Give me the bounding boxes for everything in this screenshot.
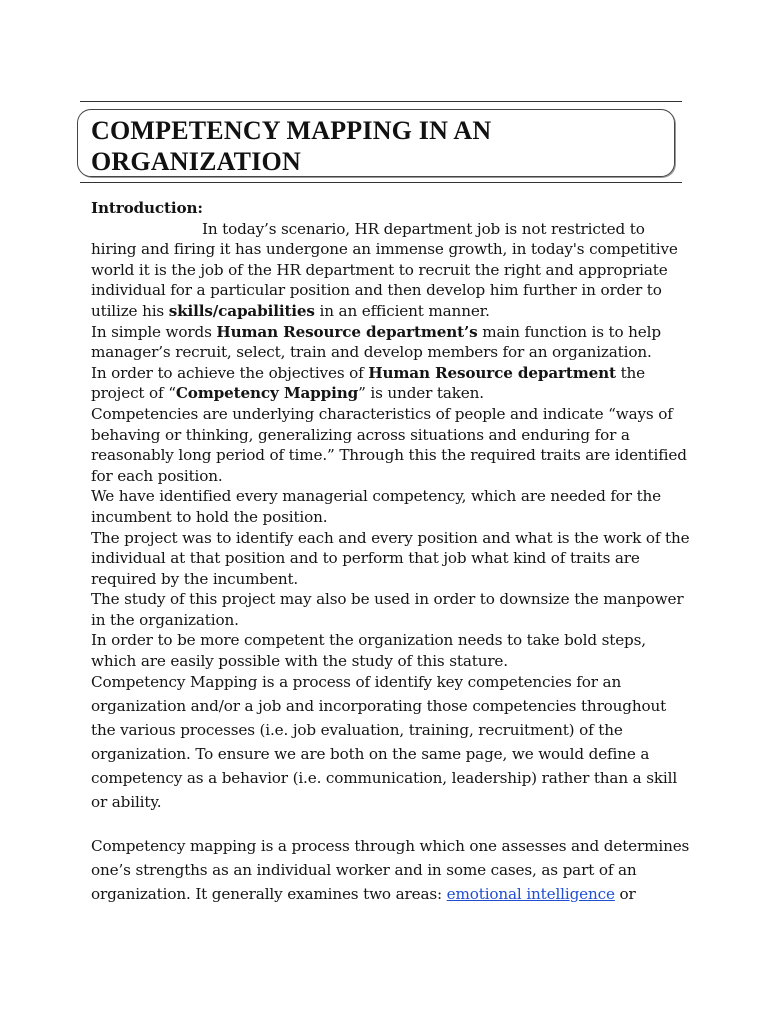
paragraph-9: Competency Mapping is a process of identify key competencies for an organization and/or a job and incorporating those competencies throughout the various processes (i.e. job evaluation, training, recruitment) of the organization. To ensure we are both on the same page, we would define a competency as a behavior (i.e. communication, leadership) rather than a skill or ability.: [91, 673, 678, 811]
paragraph-4: Competencies are underlying characteristics of people and indicate “ways of behaving or thinking, generalizing across situations and enduring for a reasonably long period of time.” Through this the required traits are identified for each position.: [91, 404, 687, 485]
paragraph-5: We have identified every managerial competency, which are needed for the incumbent to hold the position.: [91, 487, 662, 526]
intro-section: [91, 198, 691, 672]
p10-text-a: Competency mapping is a process through which one assesses and determines one’s strengths as an individual worker and in some cases, as part of an organization. It generally examines two areas:: [91, 837, 690, 903]
top-rule: [80, 101, 682, 102]
paragraph-8: In order to be more competent the organization needs to take bold steps, which are easily possible with the study of this stature.: [91, 631, 646, 671]
paragraph-2: [91, 322, 691, 363]
p1-line1: In today’s scenario, HR department job is not restricted to: [202, 219, 645, 238]
paragraph-7: The study of this project may also be used in order to downsize the manpower in the organization.: [91, 590, 684, 629]
title-line-1: COMPETENCY MAPPING IN AN: [91, 116, 492, 145]
p2-bold: Human Resource department’s: [216, 322, 478, 341]
body-section: [91, 670, 691, 906]
paragraph-1: [91, 219, 691, 322]
p3-bold-1: Human Resource department: [368, 363, 616, 382]
p3-text-c: ” is under taken.: [358, 384, 484, 403]
p1-text-b: in an efficient manner.: [314, 301, 490, 320]
p3-text-b: the project of “: [91, 363, 646, 403]
title-line-2: ORGANIZATION: [91, 147, 301, 176]
p3-text-a: In order to achieve the objectives of: [91, 363, 369, 382]
p2-text-b: main function is to help manager’s recruit, select, train and develop members for an organization.: [91, 322, 661, 362]
p10-text-b: or: [614, 885, 636, 903]
p3-bold-2: Competency Mapping: [175, 384, 359, 403]
p1-text-a: hiring and firing it has undergone an immense growth, in today's competitive world it is the job of the HR department to recruit the right and appropriate individual for a particular position and then develop him further in order to utilize his: [91, 240, 678, 320]
paragraph-3: [91, 363, 691, 404]
bottom-rule: [80, 182, 682, 183]
p2-text-a: In simple words: [91, 322, 217, 341]
paragraph-6: The project was to identify each and every position and what is the work of the individual at that position and to perform that job what kind of traits are required by the incumbent.: [91, 528, 690, 588]
page-title: [91, 115, 491, 177]
paragraph-10: [91, 834, 691, 906]
p1-bold: skills/capabilities: [168, 301, 315, 320]
emotional-intelligence-link[interactable]: emotional intelligence: [446, 885, 615, 903]
intro-heading: Introduction:: [91, 199, 203, 217]
